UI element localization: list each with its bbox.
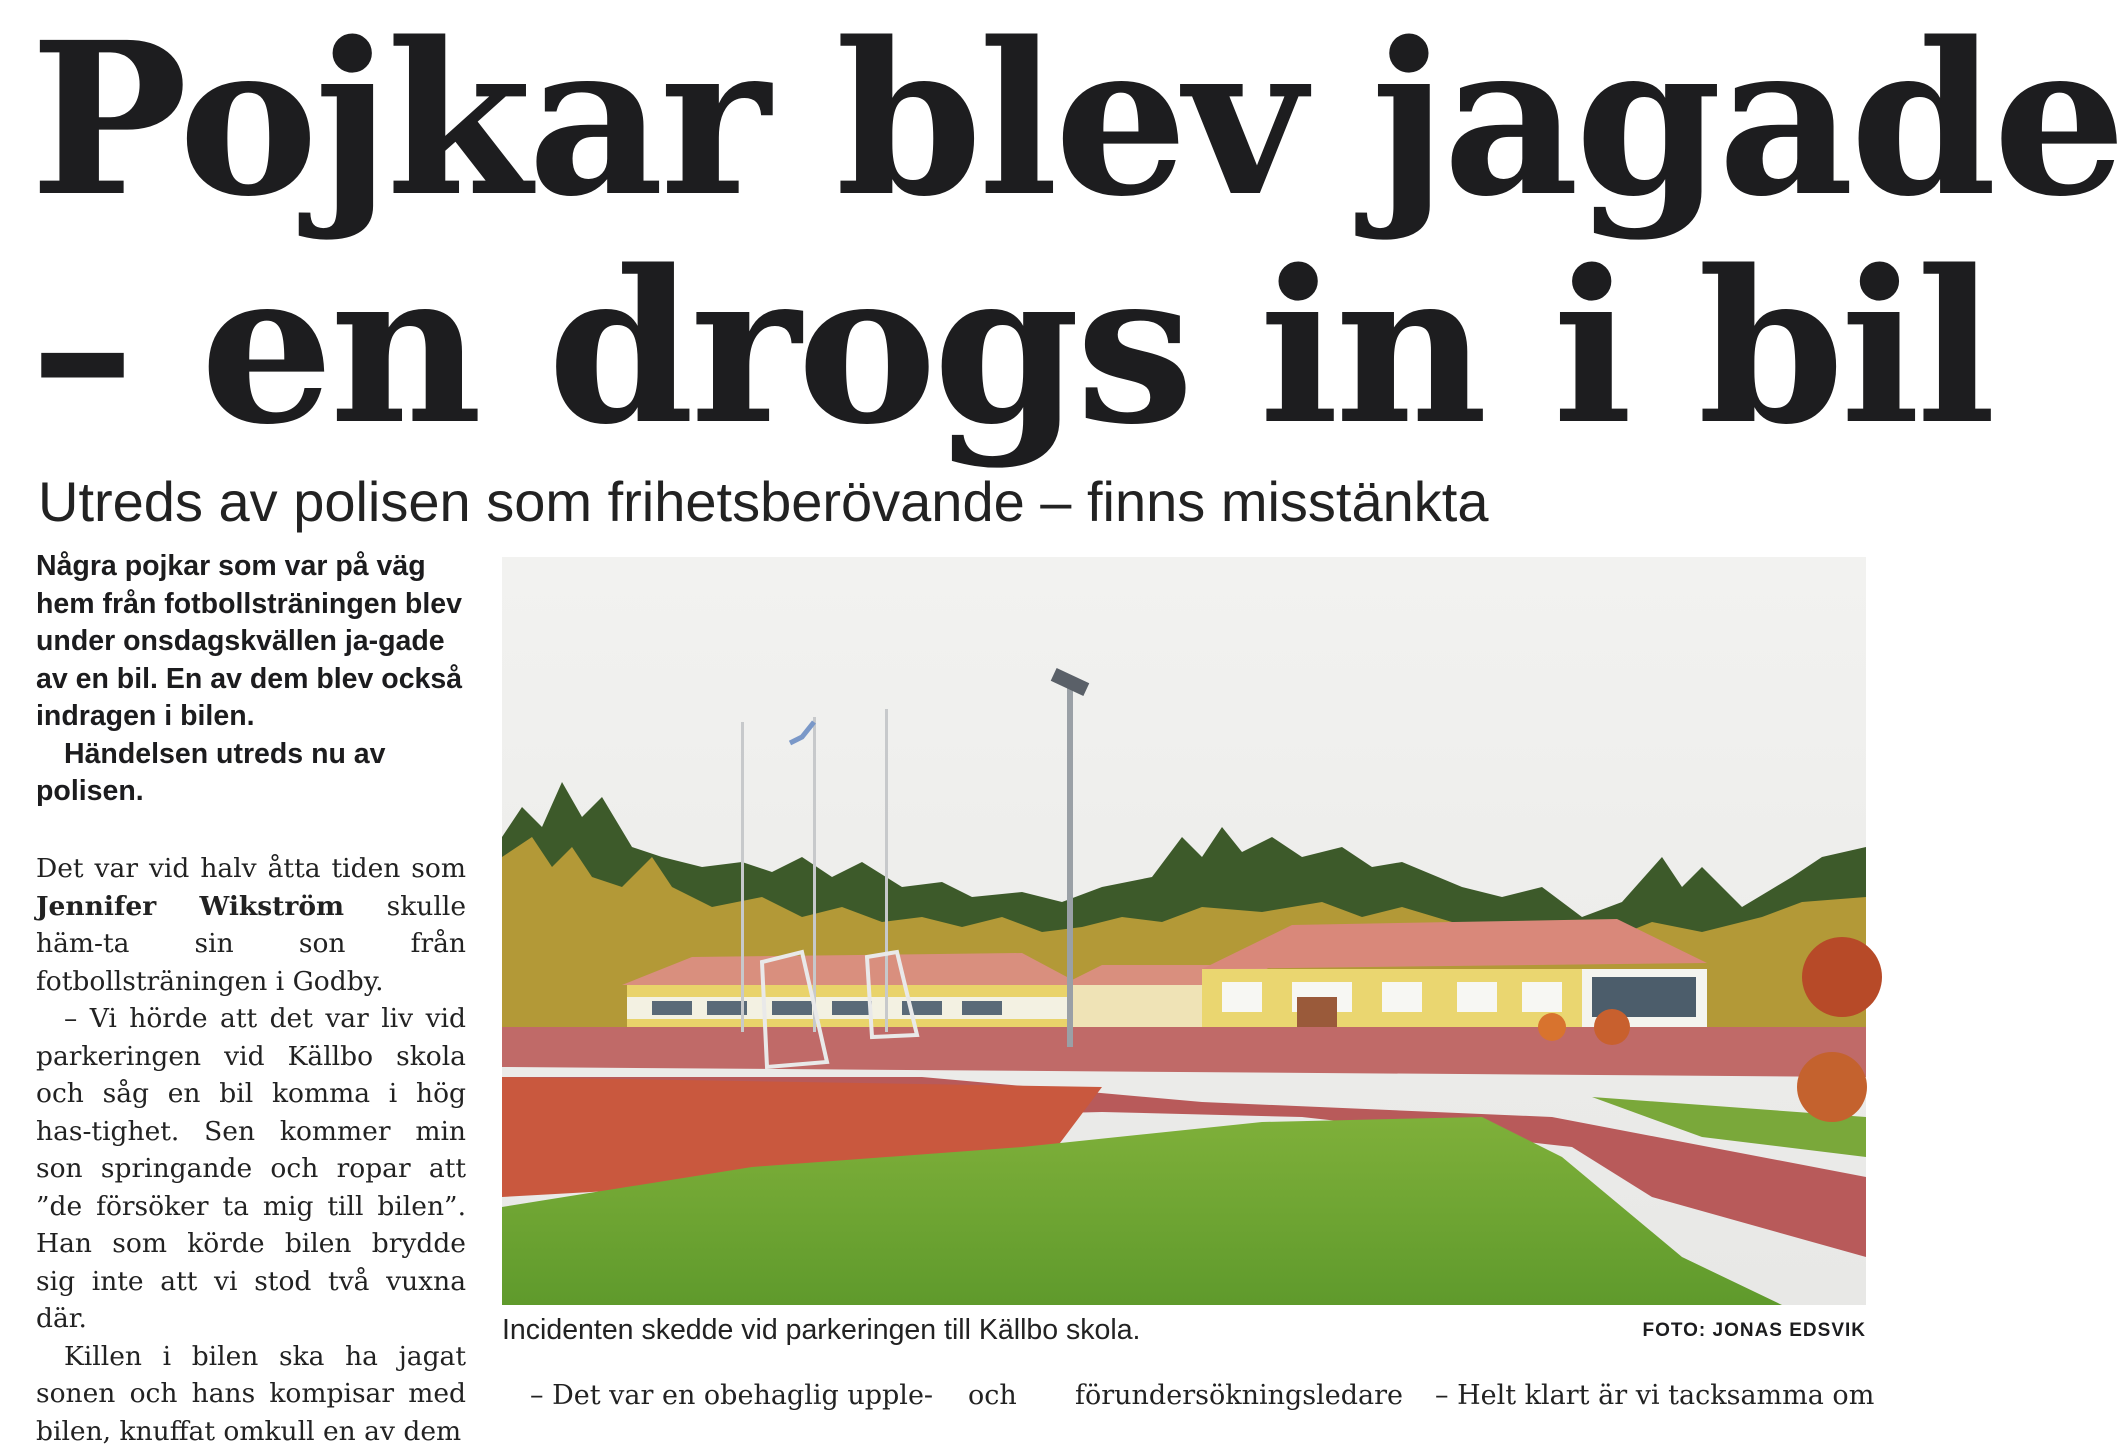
headline-line-2: – en drogs in i bil bbox=[30, 234, 1890, 462]
headline bbox=[30, 6, 1890, 462]
lead-paragraph bbox=[36, 548, 466, 811]
column-3-first-line: förundersökningsledare bbox=[1075, 1376, 1403, 1416]
photo-credit: FOTO: JONAS EDSVIK bbox=[1642, 1320, 1866, 1342]
school-photo bbox=[502, 557, 1866, 1305]
lead-text-2: Händelsen utreds nu av polisen. bbox=[36, 736, 466, 811]
body-paragraph-1: Det var vid halv åtta tiden som Jennifer Wikström skulle häm-ta sin son från fotbollsträningen i Godby. bbox=[36, 850, 466, 1000]
person-name: Jennifer Wikström bbox=[36, 891, 344, 922]
next-columns-peek bbox=[0, 1378, 1890, 1400]
lead-text-1: Några pojkar som var på väg hem från fotbollsträningen blev under onsdagskvällen ja-gade av en bil. En av dem blev också indragen i bilen. bbox=[36, 548, 466, 736]
column-4-first-line: – Helt klart är vi tacksamma om bbox=[1435, 1376, 1874, 1416]
column-2-first-line: – Det var en obehaglig upple- bbox=[530, 1376, 933, 1416]
body-paragraph-3: Killen i bilen ska ha jagat sonen och hans kompisar med bilen, knuffat omkull en av dem bbox=[36, 1338, 466, 1450]
article-body-column bbox=[36, 850, 466, 1450]
headline-line-1: Pojkar blev jagade bbox=[30, 6, 1890, 234]
photo-caption: Incidenten skedde vid parkeringen till Källbo skola. bbox=[502, 1313, 1140, 1347]
column-3-first-word: och bbox=[968, 1376, 1017, 1416]
subheadline: Utreds av polisen som frihetsberövande – finns misstänkta bbox=[38, 470, 1488, 534]
body-paragraph-2: – Vi hörde att det var liv vid parkeringen vid Källbo skola och såg en bil komma i hög has-tighet. Sen kommer min son springande och ropar att ”de försöker ta mig till bilen”. Han som körde bilen brydde sig inte att vi stod två vuxna där. bbox=[36, 1000, 466, 1338]
